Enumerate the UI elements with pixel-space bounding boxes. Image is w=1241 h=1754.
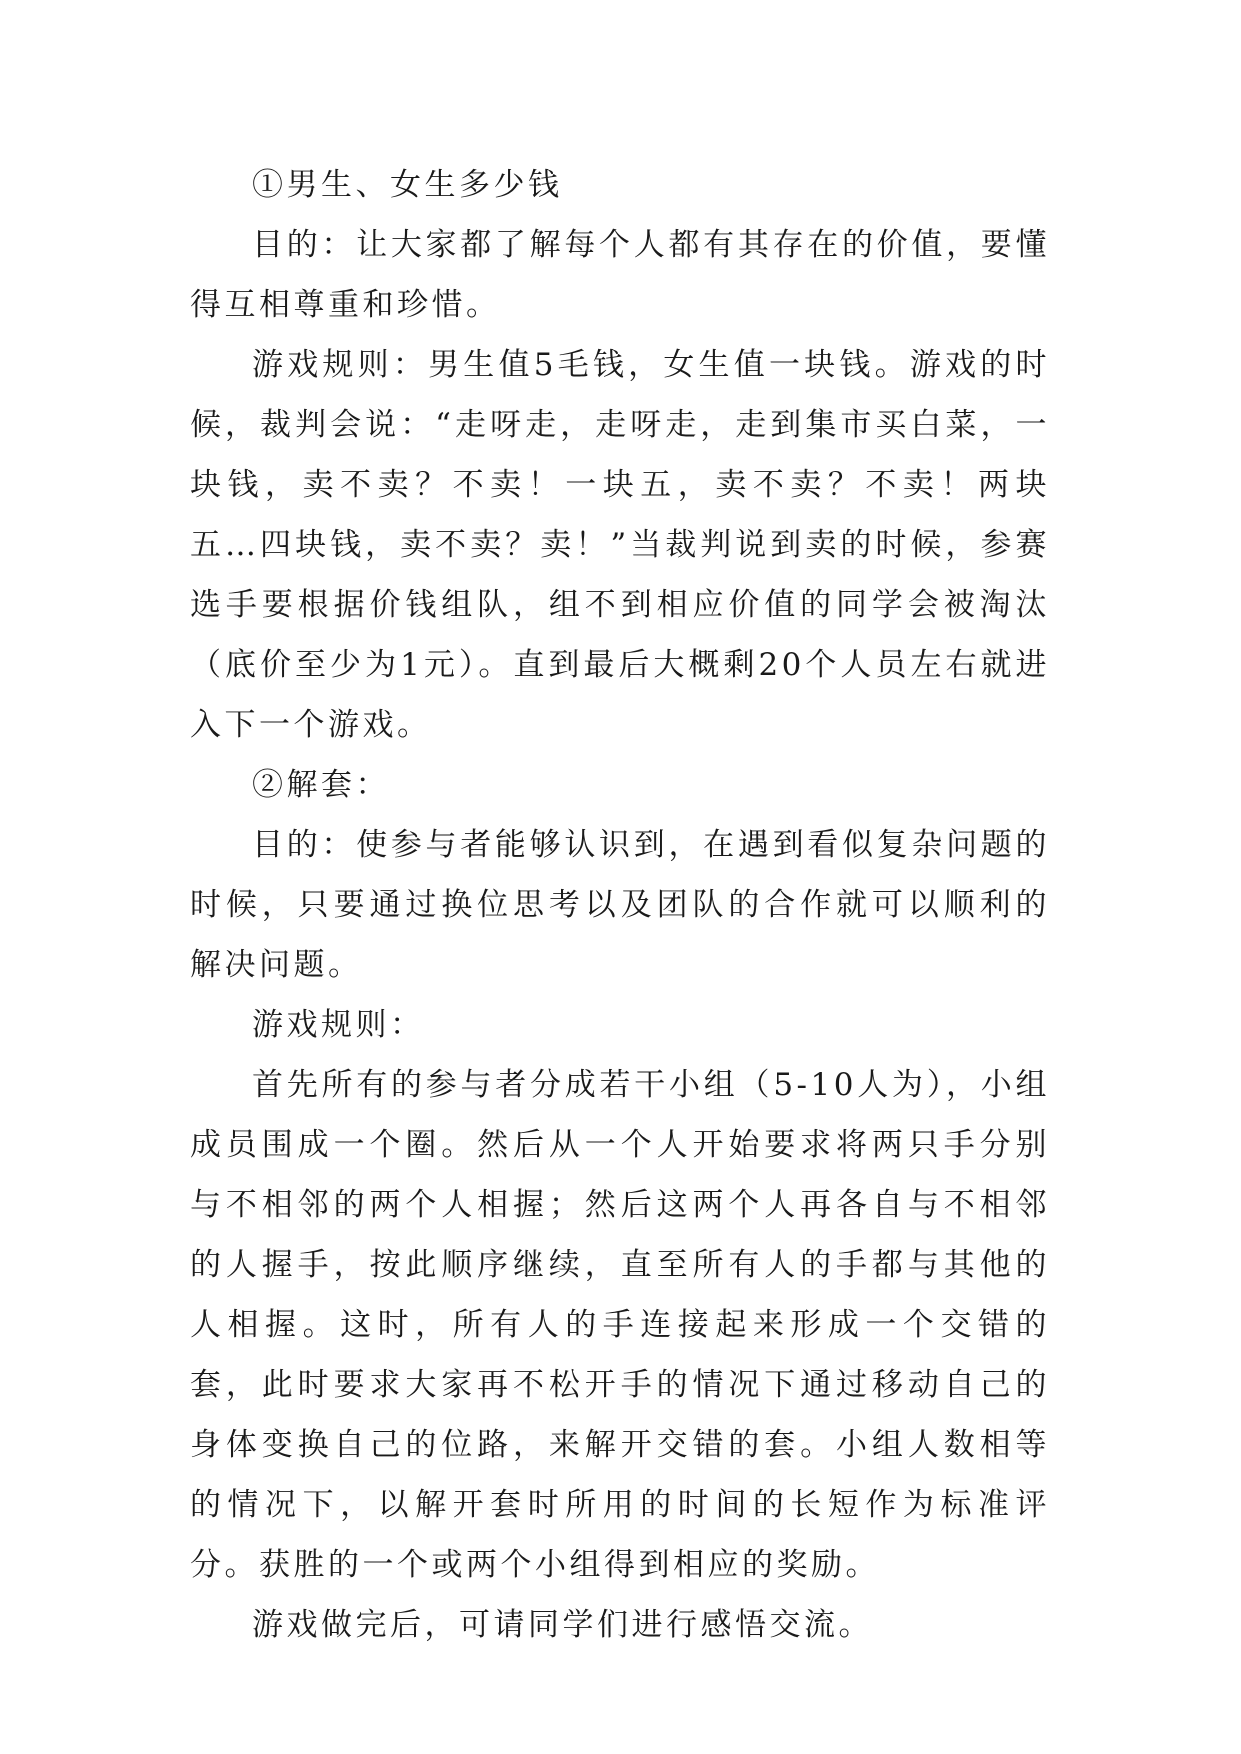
- game-1-purpose: 目的：让大家都了解每个人都有其存在的价值，要懂得互相尊重和珍惜。: [190, 227, 1050, 323]
- game-2-purpose: 目的：使参与者能够认识到，在遇到看似复杂问题的时候，只要通过换位思考以及团队的合作就可以顺利的解决问题。: [190, 827, 1050, 983]
- heading-game-1: ①男生、女生多少钱: [252, 167, 563, 203]
- document-body: [190, 155, 1050, 1655]
- game-1-rules: 游戏规则：男生值5毛钱，女生值一块钱。游戏的时候，裁判会说：“走呀走，走呀走，走到集市买白菜，一块钱，卖不卖？不卖！一块五，卖不卖？不卖！两块五…四块钱，卖不卖？卖！”当裁判说到卖的时候，参赛选手要根据价钱组队，组不到相应价值的同学会被淘汰（底价至少为1元）。直到最后大概剩20个人员左右就进入下一个游戏。: [190, 347, 1050, 743]
- game-2-rules: 首先所有的参与者分成若干小组（5-10人为），小组成员围成一个圈。然后从一个人开始要求将两只手分别与不相邻的两个人相握；然后这两个人再各自与不相邻的人握手，按此顺序继续，直至所有人的手都与其他的人相握。这时，所有人的手连接起来形成一个交错的套，此时要求大家再不松开手的情况下通过移动自己的身体变换自己的位路，来解开交错的套。小组人数相等的情况下，以解开套时所用的时间的长短作为标准评分。获胜的一个或两个小组得到相应的奖励。: [190, 1067, 1050, 1583]
- heading-game-2: ②解套：: [252, 767, 390, 803]
- closing-note: 游戏做完后，可请同学们进行感悟交流。: [252, 1607, 873, 1643]
- game-2-rules-label: 游戏规则：: [252, 1007, 425, 1043]
